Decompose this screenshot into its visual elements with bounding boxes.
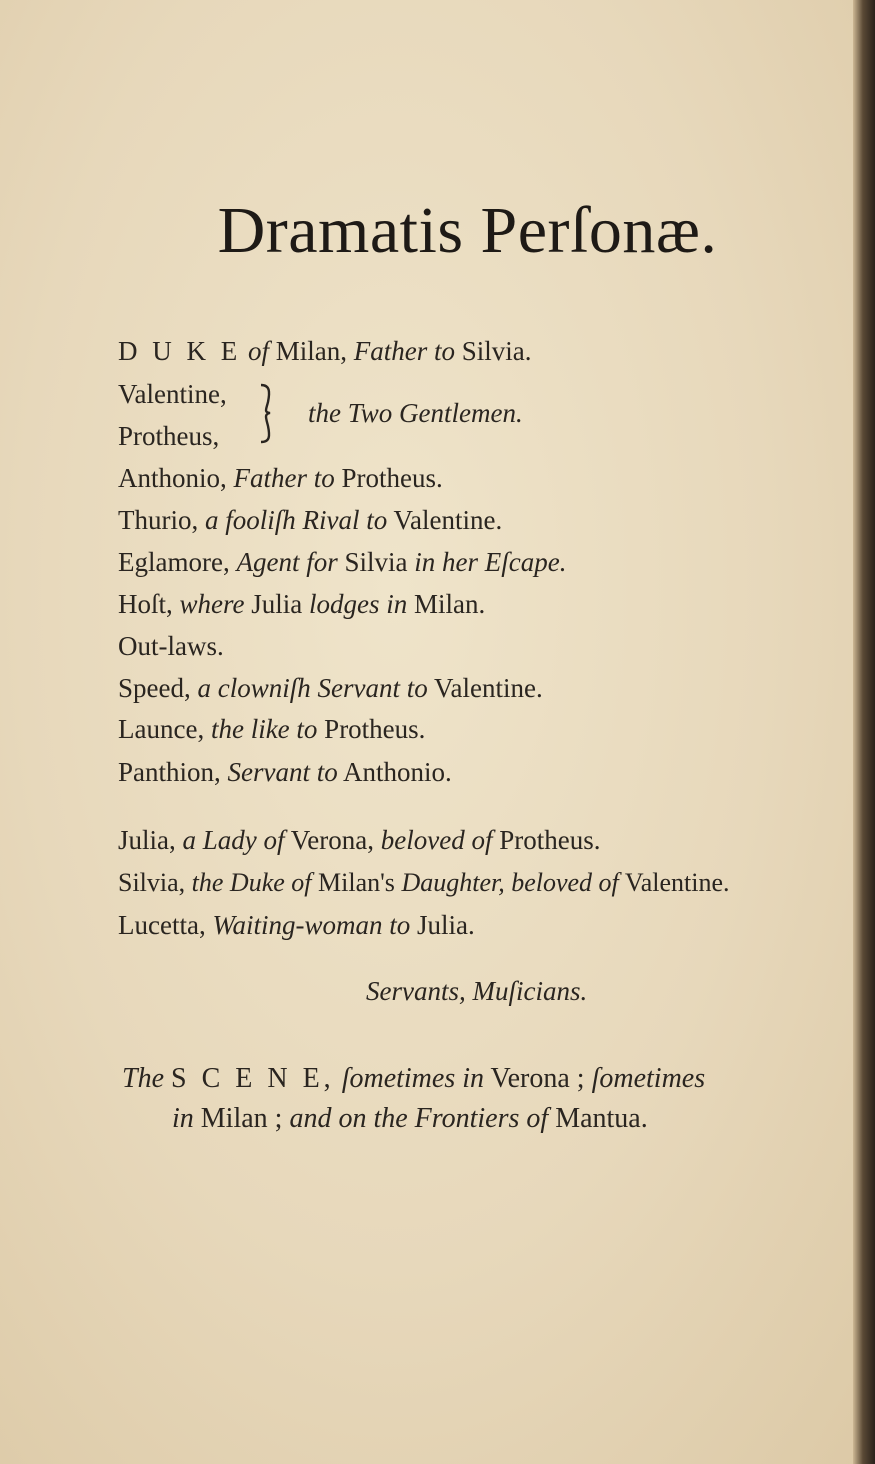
cast-line-lucetta [118, 912, 475, 939]
role-text: the Duke of [191, 868, 312, 897]
related-name: Protheus. [341, 463, 443, 493]
cast-line-silvia [118, 870, 730, 896]
cast-name-protheus: Protheus, [118, 421, 220, 451]
role-text: Father to [353, 336, 456, 366]
role-text: of [248, 336, 270, 366]
page-title: Dramatis Perſonæ. [217, 194, 718, 267]
cast-line-outlaws: Out-laws. [118, 631, 224, 661]
place-name: Milan, [275, 336, 348, 366]
scene-sometimes: ſometimes in [341, 1063, 484, 1094]
character-name: Thurio, [118, 505, 199, 535]
role-text: Agent for [236, 547, 338, 577]
role-text: in her Eſcape. [414, 547, 567, 577]
role-text: the like to [210, 714, 318, 744]
role-text: where [179, 589, 245, 619]
role-text: a fooliſh Rival to [205, 505, 388, 535]
related-name: Valentine. [393, 505, 503, 535]
place-name: Verona ; [490, 1063, 585, 1094]
role-text: beloved of [380, 825, 493, 855]
cast-line-thurio [118, 507, 502, 534]
character-name: Hoſt, [118, 589, 173, 619]
role-text: a clowniſh Servant to [197, 673, 428, 703]
character-name: Launce, [118, 714, 205, 744]
role-text: Waiting-woman to [212, 910, 411, 940]
character-name: Eglamore, [118, 547, 230, 577]
related-name: Anthonio. [343, 757, 452, 787]
scene-in: in [172, 1103, 194, 1134]
scene-the: The [122, 1063, 164, 1094]
scene-line-1 [122, 1065, 705, 1093]
cast-line-anthonio [118, 465, 443, 492]
related-name: Silvia. [461, 336, 532, 366]
character-name: Speed, [118, 673, 191, 703]
character-name: Panthion, [118, 757, 221, 787]
related-name: Julia. [416, 910, 475, 940]
scene-label: S C E N E, [171, 1063, 335, 1094]
role-text: Daughter, beloved of [401, 868, 619, 897]
cast-line-panthion [118, 759, 452, 786]
cast-line-eglamore [118, 549, 566, 576]
place-name: Verona, [290, 825, 374, 855]
place-name: Milan ; [200, 1103, 283, 1134]
related-name: Silvia [344, 547, 408, 577]
related-name: Protheus. [499, 825, 601, 855]
character-name: Julia, [118, 825, 176, 855]
place-name: Milan. [414, 589, 486, 619]
brace-icon [258, 382, 274, 444]
scene-sometimes: ſometimes [591, 1063, 706, 1094]
pair-description: the Two Gentlemen. [308, 398, 523, 428]
character-name: Anthonio, [118, 463, 227, 493]
role-text: Father to [233, 463, 335, 493]
cast-line-speed [118, 675, 543, 702]
cast-line-julia [118, 827, 600, 854]
related-name: Valentine. [433, 673, 543, 703]
scene-frontiers: and on the Frontiers of [289, 1103, 549, 1134]
cast-name-valentine: Valentine, [118, 379, 227, 409]
cast-line-host [118, 591, 485, 618]
role-text: Servant to [227, 757, 338, 787]
character-name: Silvia, [118, 868, 186, 897]
related-name: Valentine. [624, 868, 730, 897]
character-name: Lucetta, [118, 910, 206, 940]
scene-line-2 [172, 1105, 648, 1133]
cast-line-duke [118, 338, 532, 365]
role-text: a Lady of [182, 825, 285, 855]
character-name: D U K E [118, 336, 242, 366]
role-text: lodges in [309, 589, 408, 619]
related-name: Julia [251, 589, 303, 619]
place-name: Mantua. [555, 1103, 648, 1134]
related-name: Protheus. [324, 714, 426, 744]
cast-line-launce [118, 716, 425, 743]
cast-line-servants: Servants, Muſicians. [366, 976, 588, 1006]
place-name: Milan's [318, 868, 395, 897]
